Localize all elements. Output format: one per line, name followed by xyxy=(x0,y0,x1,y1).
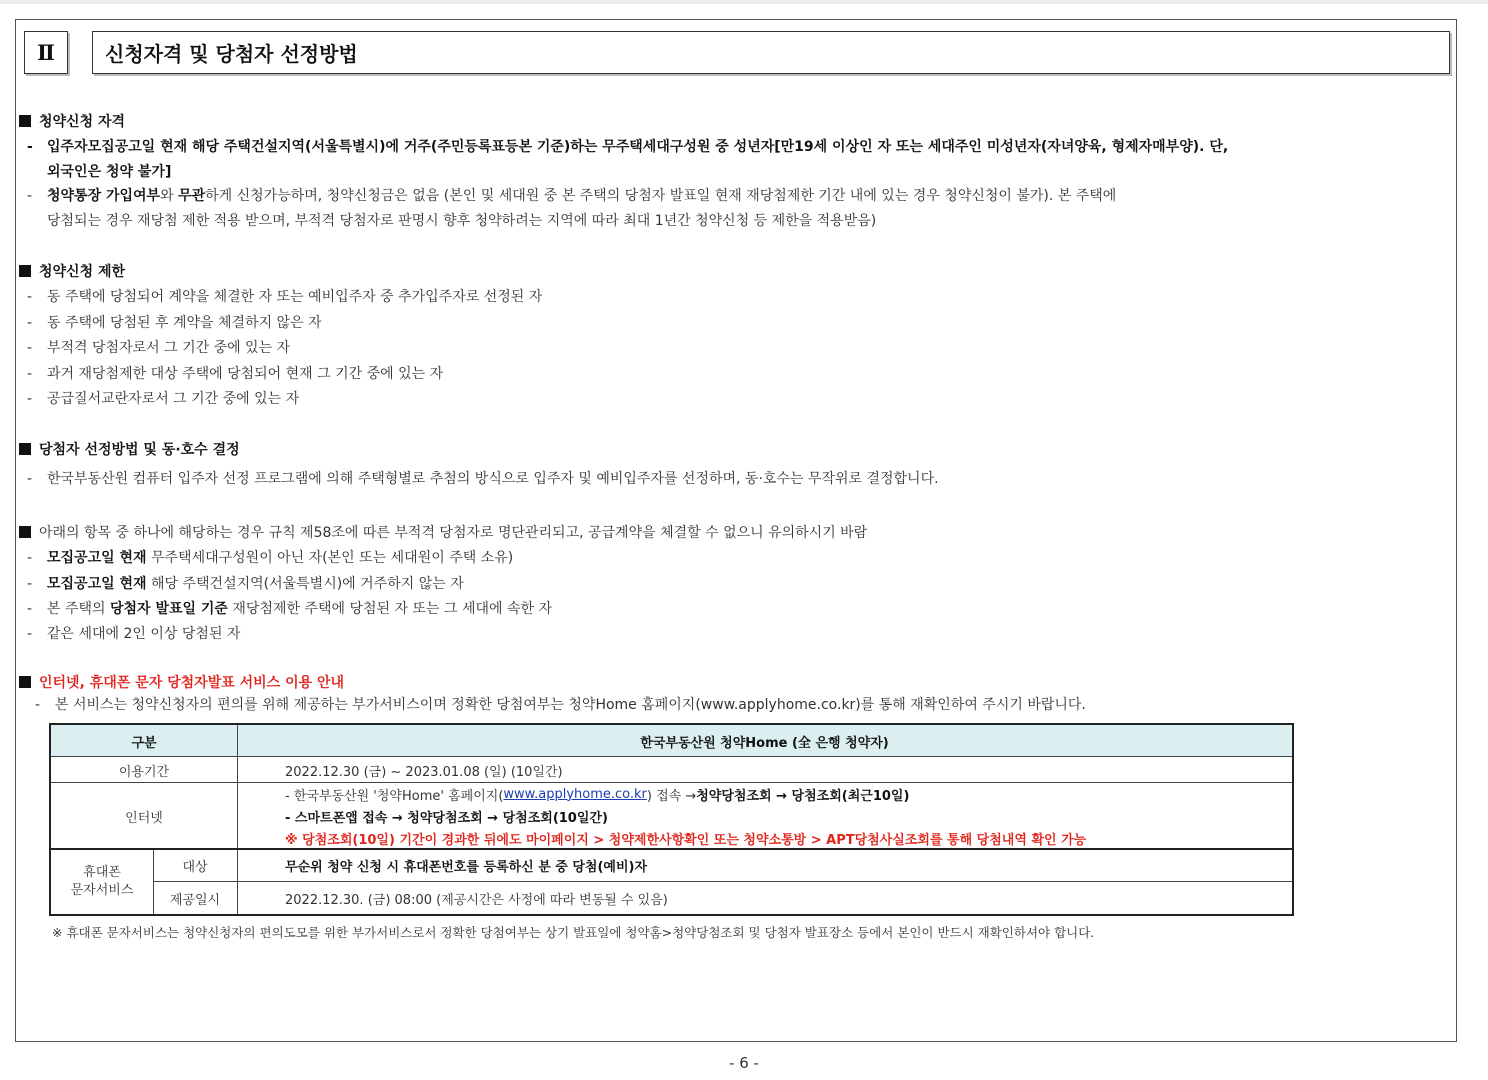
selection-item: - 한국부동산원 컴퓨터 입주자 선정 프로그램에 의해 주택형별로 추첨의 방식으로 입주자 및 예비입주자를 선정하며, 동·호수는 무작위로 결정합니다. xyxy=(27,471,939,487)
table-header-category: 구분 xyxy=(51,725,237,757)
section-number: Ⅱ xyxy=(24,31,68,74)
internet-line-2: - 스마트폰앱 접속 → 청약당첨조회 → 당첨조회(10일간) xyxy=(285,810,608,826)
eligibility-item-1: - 입주자모집공고일 현재 해당 주택건설지역(서울특별시)에 거주(주민등록표등본 기준)하는 무주택세대구성원 중 성년자[만19세 이상인 자 또는 세대주인 미성년자(자녀양육, 형제자매부양). 단, xyxy=(27,139,1229,155)
square-bullet-icon xyxy=(19,526,31,538)
internet-line-1: - 한국부동산원 '청약Home' 홈페이지( www.applyhome.co.kr ) 접속 → 청약당첨조회 → 당첨조회(최근10일) xyxy=(285,786,910,804)
service-table xyxy=(49,723,1294,916)
selection-heading: 당첨자 선정방법 및 동·호수 결정 xyxy=(19,440,240,460)
time-value: 2022.12.30. (금) 08:00 (제공시간은 사정에 따라 변동될 수 있음) xyxy=(285,892,668,908)
square-bullet-icon xyxy=(19,676,31,688)
page-number: - 6 - xyxy=(729,1054,759,1072)
service-intro: - 본 서비스는 청약신청자의 편의를 위해 제공하는 부가서비스이며 정확한 당첨여부는 청약Home 홈페이지(www.applyhome.co.kr)를 통해 재확인하여 주시기 바랍니다. xyxy=(35,697,1086,713)
square-bullet-icon xyxy=(19,115,31,127)
restriction-item: - 동 주택에 당첨되어 계약을 체결한 자 또는 예비입주자 중 추가입주자로 선정된 자 xyxy=(27,289,543,305)
target-label: 대상 xyxy=(182,860,208,875)
eligibility-item-1-cont: 외국인은 청약 불가] xyxy=(47,164,172,180)
sms-note: ※ 휴대폰 문자서비스는 청약신청자의 편의도모를 위한 부가서비스로서 정확한 당첨여부는 상기 발표일에 청약홈>청약당첨조회 및 당첨자 발표장소 등에서 본인이 반드시 재확인하셔야 합니다. xyxy=(52,925,1095,940)
period-label: 이용기간 xyxy=(118,764,170,780)
internet-label: 인터넷 xyxy=(125,810,163,826)
warning-item-3: - 본 주택의 당첨자 발표일 기준 재당첨제한 주택에 당첨된 자 또는 그 세대에 속한 자 xyxy=(27,601,553,617)
warning-item-2: - 모집공고일 현재 해당 주택건설지역(서울특별시)에 거주하지 않는 자 xyxy=(27,576,464,592)
service-heading: 인터넷, 휴대폰 문자 당첨자발표 서비스 이용 안내 xyxy=(19,673,344,693)
eligibility-heading: 청약신청 자격 xyxy=(19,112,125,132)
table-divider xyxy=(237,725,238,849)
square-bullet-icon xyxy=(19,265,31,277)
mobile-sms-label: 휴대폰 문자서비스 xyxy=(70,865,134,898)
eligibility-item-2: - 청약통장 가입여부와 무관하게 신청가능하며, 청약신청금은 없음 (본인 및 세대원 중 본 주택의 당첨자 발표일 현재 재당첨제한 기간 내에 있는 경우 청약신청이 불가). 본 주택에 xyxy=(27,188,1117,204)
internet-line-3: ※ 당첨조회(10일) 기간이 경과한 뒤에도 마이페이지 > 청약제한사항확인 또는 청약소통방 > APT당첨사실조회를 통해 당첨내역 확인 가능 xyxy=(285,832,1087,848)
table-divider xyxy=(237,850,238,914)
period-value: 2022.12.30 (금) ~ 2023.01.08 (일) (10일간) xyxy=(285,764,563,780)
warning-item-4: - 같은 세대에 2인 이상 당첨된 자 xyxy=(27,626,241,642)
top-edge xyxy=(0,0,1488,4)
target-value: 무순위 청약 신청 시 휴대폰번호를 등록하신 분 중 당첨(예비)자 xyxy=(285,860,648,875)
eligibility-item-2-cont: 당첨되는 경우 재당첨 제한 적용 받으며, 부적격 당첨자로 판명시 향후 청약하려는 지역에 따라 최대 1년간 청약신청 등 제한을 적용받음) xyxy=(47,213,877,229)
restriction-item: - 부적격 당첨자로서 그 기간 중에 있는 자 xyxy=(27,340,291,356)
restriction-item: - 동 주택에 당첨된 후 계약을 체결하지 않은 자 xyxy=(27,315,322,331)
warning-heading: 아래의 항목 중 하나에 해당하는 경우 규칙 제58조에 따른 부적격 당첨자로 명단관리되고, 공급계약을 체결할 수 없으니 유의하시기 바람 xyxy=(19,523,867,543)
table-header-provider: 한국부동산원 청약Home (全 은행 청약자) xyxy=(237,725,1292,757)
square-bullet-icon xyxy=(19,443,31,455)
restriction-heading: 청약신청 제한 xyxy=(19,262,125,282)
section-title: 신청자격 및 당첨자 선정방법 xyxy=(92,31,1450,74)
time-label: 제공일시 xyxy=(169,892,221,908)
applyhome-link[interactable]: www.applyhome.co.kr xyxy=(503,786,647,802)
warning-item-1: - 모집공고일 현재 무주택세대구성원이 아닌 자(본인 또는 세대원이 주택 소유) xyxy=(27,550,514,566)
restriction-item: - 공급질서교란자로서 그 기간 중에 있는 자 xyxy=(27,391,300,407)
restriction-item: - 과거 재당첨제한 대상 주택에 당첨되어 현재 그 기간 중에 있는 자 xyxy=(27,366,444,382)
